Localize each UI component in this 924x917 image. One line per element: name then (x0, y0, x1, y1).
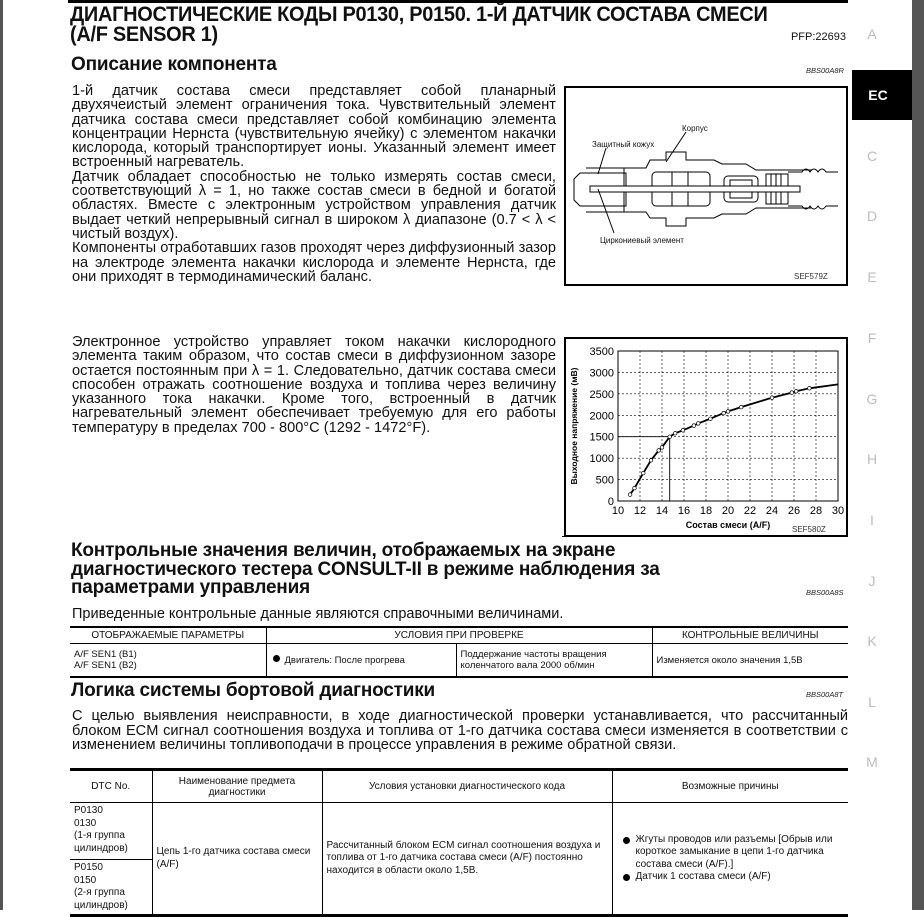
sensor-drawing-icon (566, 88, 846, 284)
dtc-code-short: 0130 (74, 817, 97, 829)
paragraph: Электронное устройство управляет током накачки кислородного элемента таким образом, что состав смеси в диффузионном зазоре остается постоянным при λ = 1. Следовательно, датчик состава смеси способен отражать соотношение воздуха и топлива через величину указанного тока накачки. Кроме того, встроенный в датчик нагревательный элемент обеспечивает требуемую для его работы температуру в пределах 700 - 800°C (1292 - 1472°F). (72, 334, 556, 436)
output-voltage-chart (564, 337, 848, 537)
column-header: Наименование предмета диагностики (152, 770, 322, 803)
svg-text:28: 28 (809, 505, 823, 517)
left-window-edge (0, 0, 3, 910)
side-index-j[interactable]: J (868, 573, 876, 589)
pfp-code: PFP:22693 (790, 31, 846, 43)
side-index-l[interactable]: L (868, 694, 876, 710)
table-row (70, 644, 848, 678)
section-ref-code: BBS00A8S (806, 588, 844, 597)
side-index-c[interactable]: C (866, 148, 878, 164)
section-ref-code: BBS00A8T (806, 690, 844, 699)
side-index-k[interactable]: K (867, 633, 877, 649)
side-index-a[interactable]: A (867, 26, 877, 42)
svg-text:22: 22 (743, 505, 757, 517)
svg-text:30: 30 (831, 505, 845, 517)
page-title-line2: (A/F SENSOR 1) (70, 23, 218, 46)
parameter-cell (70, 644, 266, 678)
svg-text:16: 16 (677, 505, 691, 517)
svg-text:20: 20 (721, 505, 735, 517)
svg-text:12: 12 (633, 505, 647, 517)
table-row (70, 803, 848, 860)
section-ref-code: BBS00A8R (806, 66, 844, 75)
paragraph: 1-й датчик состава смеси представляет собой планарный двухячеистый элемент ограничения тока. Чувствительный элемент датчика состава смеси представляет собой комбинацию элемента концентрации Нернста (чувствительную ячейку) с элементом накачки кислорода, который транспортирует ионы. Указанный элемент имеет встроенный нагреватель. (72, 83, 556, 171)
svg-text:3500: 3500 (589, 346, 614, 358)
cause-text: Датчик 1 состава смеси (A/F) (635, 871, 771, 882)
bullet-icon (623, 874, 630, 881)
figure-code: SEF580Z (792, 525, 826, 534)
parameter-name: A/F SEN1 (B1) (74, 649, 137, 660)
table-header-row (70, 627, 848, 644)
sensor-cross-section-figure (564, 86, 848, 286)
svg-text:26: 26 (787, 505, 801, 517)
cylinder-bank: цилиндров) (74, 842, 128, 854)
column-header: Возможные причины (612, 770, 848, 803)
side-index-f[interactable]: F (867, 330, 877, 346)
side-index-d[interactable]: D (866, 208, 878, 224)
section-heading-obd-logic: Логика системы бортовой диагностики (71, 680, 436, 701)
paragraph: Компоненты отработавших газов проходят через диффузионный зазор на электроде элемента накачки кислорода и элементе Нернста, где они приходят в термодинамический баланс. (72, 240, 556, 285)
label-protective-cover: Защитный кожух (592, 140, 655, 149)
label-zirconia-element: Циркониевый элемент (600, 236, 684, 245)
bullet-icon (623, 837, 630, 844)
cause-item (623, 871, 845, 884)
cause-item (623, 834, 845, 872)
dtc-code-cell (70, 803, 152, 860)
divider (562, 536, 848, 537)
svg-text:1000: 1000 (589, 453, 614, 466)
svg-text:0: 0 (607, 496, 614, 508)
section-heading-component-description: Описание компонента (71, 54, 277, 75)
column-header: Условия установки диагностического кода (322, 770, 612, 803)
side-index-e[interactable]: E (867, 269, 877, 285)
condition-detail-cell: Поддержание частоты вращения коленчатого вала 2000 об/мин (456, 644, 652, 678)
paragraph: Датчик обладает способностью не только измерять состав смеси, соответствующий λ = 1, но также состав смеси в бедной и богатой областях. Вместе с электронным устройством управления датчик выдает четкий непрерывный сигнал в широком λ диапазоне (0.7 < λ < чистый воздух). (72, 168, 556, 242)
svg-text:2500: 2500 (589, 388, 614, 401)
column-header: ОТОБРАЖАЕМЫЕ ПАРАМЕТРЫ (70, 627, 266, 644)
reference-note: Приведенные контрольные данные являются справочными величинами. (72, 606, 564, 622)
obd-logic-text: С целью выявления неисправности, в ходе диагностической проверки устанавливается, что рассчитанный блоком ECM сигнал соотношения воздуха и топлива от 1-го датчика состава смеси изменяется в соответствии с изменением величины топливоподачи в процессе управления в режиме обратной связи. (72, 708, 848, 753)
label-body: Корпус (682, 124, 708, 133)
heading-line: диагностического тестера CONSULT-II в режиме наблюдения за (71, 558, 660, 580)
svg-text:24: 24 (765, 505, 779, 517)
condition-cell (266, 644, 456, 678)
dtc-code-cell (70, 860, 152, 916)
side-index-ec-active[interactable]: EC (852, 70, 912, 120)
svg-text:1500: 1500 (589, 431, 614, 444)
column-header: DTC No. (70, 770, 152, 803)
diagnosis-item-cell: Цепь 1-го датчика состава смеси (A/F) (152, 803, 322, 916)
side-index-g[interactable]: G (866, 391, 878, 407)
page-title-line1: ДИАГНОСТИЧЕСКИЕ КОДЫ P0130, P0150. 1-Й ДАТЧИК СОСТАВА СМЕСИ (70, 3, 768, 26)
svg-text:500: 500 (595, 474, 614, 487)
detection-condition-cell: Рассчитанный блоком ECM сигнал соотношения воздуха и топлива от 1-го датчика состава смеси (A/F) постоянно находится в области около 1,5В. (322, 803, 612, 916)
svg-text:2000: 2000 (589, 410, 614, 423)
dtc-code-short: 0150 (74, 874, 97, 886)
parameter-name: A/F SEN1 (B2) (74, 660, 137, 671)
svg-text:10: 10 (611, 505, 625, 517)
svg-text:3000: 3000 (589, 367, 614, 380)
consult-values-table (70, 626, 848, 678)
dtc-table (70, 768, 848, 917)
cylinder-bank: (1-я группа (74, 830, 125, 841)
svg-text:14: 14 (655, 505, 669, 517)
side-index-i[interactable]: I (870, 512, 874, 528)
heading-line: параметрами управления (71, 577, 310, 598)
page-title (70, 5, 811, 45)
cylinder-bank: цилиндров) (74, 899, 128, 911)
chart-plot (566, 339, 846, 535)
cylinder-bank: (2-я группа (74, 887, 125, 898)
side-index-h[interactable]: H (866, 451, 878, 467)
figure-code: SEF579Z (794, 272, 828, 281)
bullet-icon (273, 655, 280, 662)
table-header-row (70, 770, 848, 803)
column-header: УСЛОВИЯ ПРИ ПРОВЕРКЕ (266, 627, 652, 644)
dtc-code: P0150 (74, 862, 103, 873)
dtc-code: P0130 (74, 805, 103, 816)
side-index-m[interactable]: M (866, 754, 878, 770)
scrollbar-track[interactable] (912, 0, 924, 910)
component-description-text (72, 84, 556, 284)
possible-causes-cell (612, 803, 848, 916)
pump-current-description-text (72, 335, 556, 435)
condition-text: Двигатель: После прогрева (284, 654, 405, 666)
column-header: КОНТРОЛЬНЫЕ ВЕЛИЧИНЫ (652, 627, 848, 644)
svg-text:Состав смеси (A/F): Состав смеси (A/F) (685, 520, 771, 530)
causes-list (623, 834, 845, 884)
heading-line: Контрольные значения величин, отображаемых на экране (71, 540, 616, 561)
value-cell: Изменяется около значения 1,5В (652, 644, 848, 678)
svg-text:Выходное напряжение (мВ): Выходное напряжение (мВ) (569, 367, 579, 485)
svg-text:18: 18 (699, 505, 713, 517)
section-heading-consult-values (71, 542, 660, 598)
cause-text: Жгуты проводов или разъемы [Обрыв или короткое замыкание в цепи 1-го датчика состава смеси (A/F).] (635, 833, 833, 870)
